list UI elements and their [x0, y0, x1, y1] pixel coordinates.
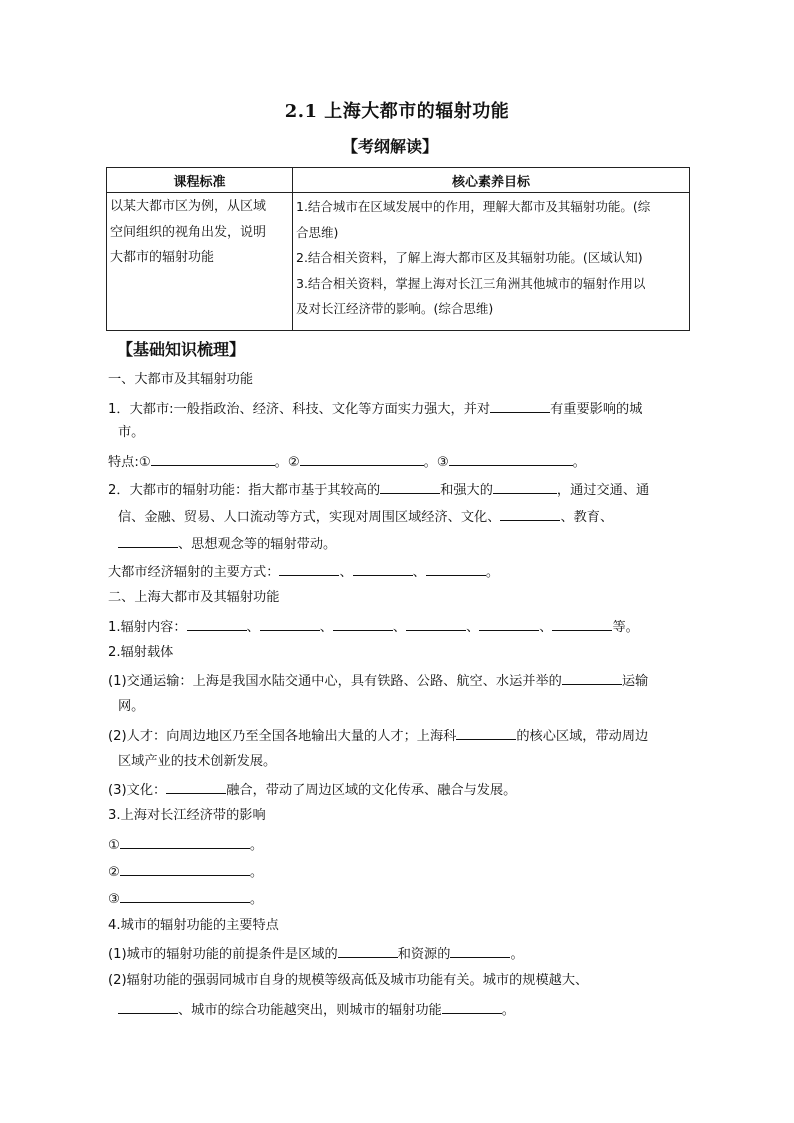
- paragraph-line: (2)辐射功能的强弱同城市自身的规模等级高低及城市功能有关。城市的规模越大、: [108, 973, 589, 988]
- cell-line: 1.结合城市在区域发展中的作用，理解大都市及其辐射功能。(综: [296, 199, 651, 214]
- course-standard-cell: [107, 193, 293, 331]
- impact-heading: 3.上海对长江经济带的影响: [108, 808, 266, 823]
- paragraph-line: 1．大都市:一般指政治、经济、科技、文化等方面实力强大，并对 有重要影响的城: [108, 398, 708, 420]
- table-header-row: [107, 168, 690, 193]
- paragraph-line: 市。: [118, 425, 145, 440]
- fill-blank[interactable]: [456, 725, 516, 740]
- fill-blank[interactable]: [562, 670, 622, 685]
- fill-blank[interactable]: [120, 888, 250, 903]
- fill-blank[interactable]: [338, 943, 398, 958]
- fill-blank[interactable]: [118, 999, 178, 1014]
- cell-line: 合思维): [296, 224, 339, 240]
- fill-blank[interactable]: [118, 533, 178, 548]
- impact-item: ② 。: [108, 861, 708, 883]
- econ-modes-line: 大都市经济辐射的主要方式： 、 、 。: [108, 561, 708, 583]
- cell-line: 以某大都市区为例，从区域: [110, 199, 267, 214]
- part1-heading: 一、大都市及其辐射功能: [108, 372, 254, 387]
- fill-blank[interactable]: [426, 561, 486, 576]
- fill-blank[interactable]: [552, 616, 612, 631]
- fill-blank[interactable]: [300, 451, 424, 466]
- paragraph-line: 区域产业的技术创新发展。: [118, 754, 277, 769]
- table-row: [107, 193, 690, 331]
- paragraph-line: 、思想观念等的辐射带动。: [118, 533, 718, 555]
- table-header-cell: 核心素养目标: [293, 168, 690, 193]
- fill-blank[interactable]: [353, 561, 413, 576]
- paragraph-line: (1)城市的辐射功能的前提条件是区域的 和资源的 。: [108, 943, 708, 965]
- cell-line: 空间组织的视角出发，说明: [110, 224, 267, 240]
- part2-heading: 二、上海大都市及其辐射功能: [108, 590, 280, 605]
- fill-blank[interactable]: [406, 616, 466, 631]
- paragraph-line: 2．大都市的辐射功能：指大都市基于其较高的 和强大的 ，通过交通、通: [108, 479, 708, 501]
- cell-line: 2.结合相关资料，了解上海大都市区及其辐射功能。(区域认知): [296, 250, 643, 265]
- fill-blank[interactable]: [166, 779, 226, 794]
- fill-blank[interactable]: [449, 451, 573, 466]
- fill-blank[interactable]: [450, 943, 510, 958]
- section-heading-basic: 【基础知识梳理】: [117, 340, 246, 359]
- fill-blank[interactable]: [500, 506, 560, 521]
- paragraph-line: (1)交通运输：上海是我国水陆交通中心，具有铁路、公路、航空、水运并举的 运输: [108, 670, 708, 692]
- paragraph-line: 网。: [118, 699, 145, 714]
- document-title: 2.1 上海大都市的辐射功能: [284, 101, 510, 122]
- cell-line: 3.结合相关资料，掌握上海对长江三角洲其他城市的辐射作用以: [296, 275, 646, 291]
- core-literacy-cell: [293, 193, 690, 331]
- fill-blank[interactable]: [120, 834, 250, 849]
- paragraph-line: (3)文化： 融合，带动了周边区域的文化传承、融合与发展。: [108, 779, 708, 801]
- fill-blank[interactable]: [279, 561, 339, 576]
- impact-item: ③ 。: [108, 888, 708, 910]
- radiation-content-line: 1.辐射内容： 、 、 、 、 、 等。: [108, 616, 708, 638]
- impact-item: ① 。: [108, 834, 708, 856]
- fill-blank[interactable]: [260, 616, 320, 631]
- fill-blank[interactable]: [333, 616, 393, 631]
- syllabus-table: [106, 167, 690, 331]
- paragraph-line: (2)人才：向周边地区乃至全国各地输出大量的人才；上海科 的核心区域，带动周边: [108, 725, 708, 747]
- paragraph-line: 、城市的综合功能越突出，则城市的辐射功能 。: [118, 999, 718, 1021]
- fill-blank[interactable]: [151, 451, 275, 466]
- fill-blank[interactable]: [442, 999, 502, 1014]
- section-heading-exam: 【考纲解读】: [342, 137, 439, 156]
- cell-line: 及对长江经济带的影响。(综合思维): [296, 301, 494, 316]
- features-heading: 4.城市的辐射功能的主要特点: [108, 918, 279, 933]
- carrier-heading: 2.辐射载体: [108, 645, 174, 660]
- fill-blank[interactable]: [380, 479, 440, 494]
- table-header-cell: 课程标准: [107, 168, 293, 193]
- fill-blank[interactable]: [490, 398, 550, 413]
- fill-blank[interactable]: [479, 616, 539, 631]
- fill-blank[interactable]: [187, 616, 247, 631]
- cell-line: 大都市的辐射功能: [110, 250, 215, 265]
- paragraph-line: 信、金融、贸易、人口流动等方式，实现对周围区域经济、文化、 、教育、: [118, 506, 718, 528]
- features-line: 特点:① 。② 。③ 。: [108, 451, 708, 473]
- fill-blank[interactable]: [120, 861, 250, 876]
- fill-blank[interactable]: [493, 479, 557, 494]
